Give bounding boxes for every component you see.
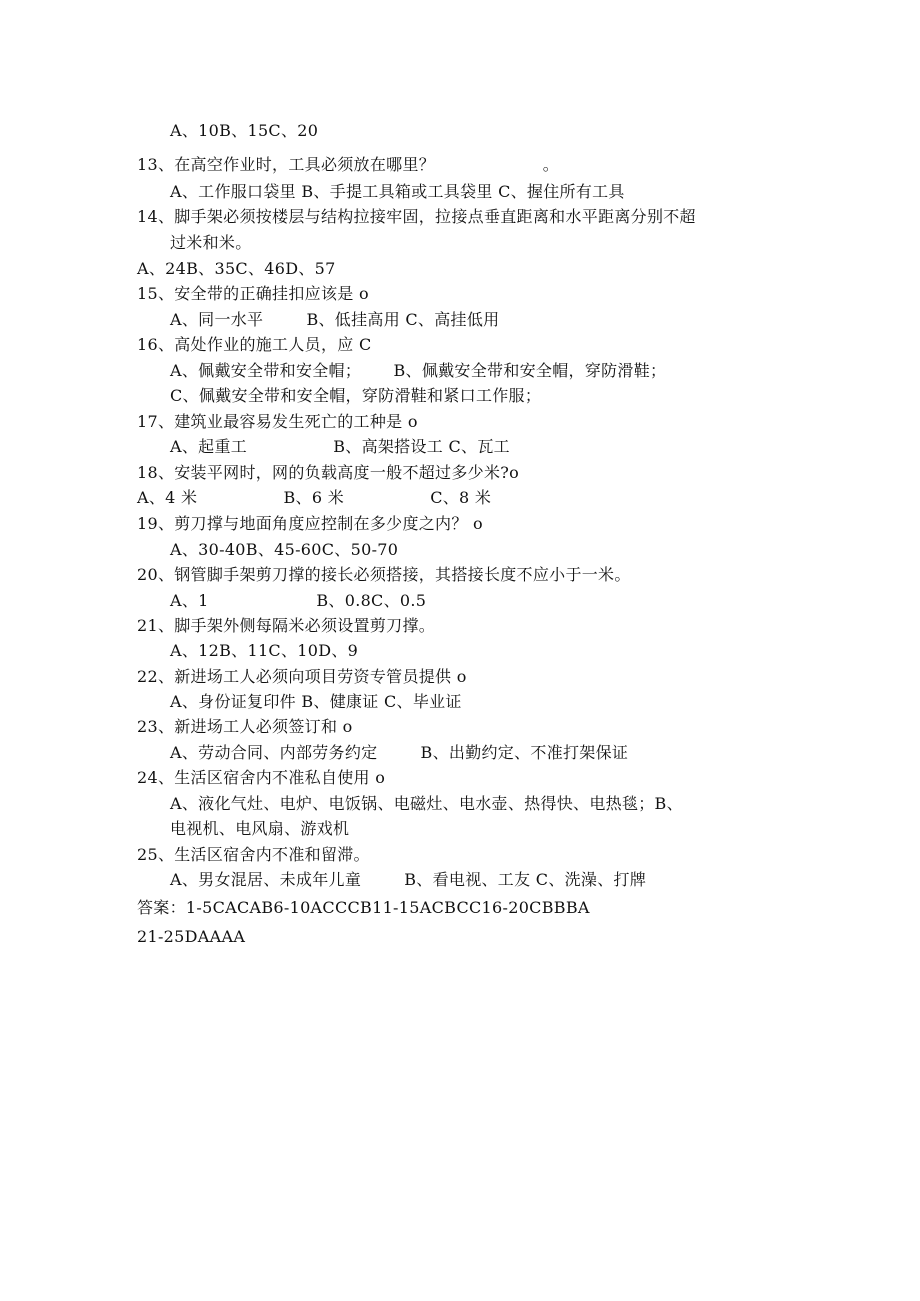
answer-options-q19: A、30-40B、45-60C、50-70 <box>170 540 399 559</box>
answer-options-q22: A、身份证复印件 B、健康证 C、毕业证 <box>170 692 462 711</box>
question-15: 15、安全带的正确挂扣应该是 o <box>137 284 369 303</box>
question-18: 18、安装平网时，网的负载高度一般不超过多少米?o <box>137 463 520 482</box>
question-21: 21、脚手架外侧每隔米必须设置剪刀撑。 <box>137 616 436 635</box>
answer-options-q15: A、同一水平 B、低挂高用 C、高挂低用 <box>170 310 500 329</box>
answer-options-q23: A、劳动合同、内部劳务约定 B、出勤约定、不准打架保证 <box>170 743 629 762</box>
question-13: 13、在高空作业时，工具必须放在哪里？ 。 <box>137 155 560 174</box>
answer-options-q24-line2: 电视机、电风扇、游戏机 <box>170 819 350 838</box>
answer-key-line2: 21-25DAAAA <box>137 927 246 946</box>
answer-options-q16-line1: A、佩戴安全带和安全帽； B、佩戴安全带和安全帽，穿防滑鞋； <box>170 361 667 380</box>
answer-options-q25: A、男女混居、未成年儿童 B、看电视、工友 C、洗澡、打牌 <box>170 870 647 889</box>
question-24: 24、生活区宿舍内不准私自使用 o <box>137 768 386 787</box>
question-16: 16、高处作业的施工人员，应 C <box>137 335 372 354</box>
answer-options-q16-line2: C、佩戴安全带和安全帽，穿防滑鞋和紧口工作服； <box>170 386 542 405</box>
question-14-continued: 过米和米。 <box>170 233 252 252</box>
question-20: 20、钢管脚手架剪刀撑的接长必须搭接，其搭接长度不应小于一米。 <box>137 565 631 584</box>
answer-options-q17: A、起重工 B、高架搭设工 C、瓦工 <box>170 437 510 456</box>
question-14: 14、脚手架必须按楼层与结构拉接牢固，拉接点垂直距离和水平距离分别不超 <box>137 207 696 226</box>
question-17: 17、建筑业最容易发生死亡的工种是 o <box>137 412 418 431</box>
answer-options-q20: A、1 B、0.8C、0.5 <box>170 591 427 610</box>
question-25: 25、生活区宿舍内不准和留滞。 <box>137 845 370 864</box>
answer-options-q18: A、4 米 B、6 米 C、8 米 <box>137 488 492 507</box>
question-19: 19、剪刀撑与地面角度应控制在多少度之内？ o <box>137 514 483 533</box>
answer-options-q14: A、24B、35C、46D、57 <box>137 259 336 278</box>
answer-options-q24-line1: A、液化气灶、电炉、电饭锅、电磁灶、电水壶、热得快、电热毯；B、 <box>170 794 683 813</box>
answer-options-q12: A、10B、15C、20 <box>170 121 319 140</box>
question-22: 22、新进场工人必须向项目劳资专管员提供 o <box>137 667 467 686</box>
answer-options-q21: A、12B、11C、10D、9 <box>170 641 359 660</box>
answer-options-q13: A、工作服口袋里 B、手提工具箱或工具袋里 C、握住所有工具 <box>170 182 625 201</box>
question-23: 23、新进场工人必须签订和 o <box>137 717 353 736</box>
answer-key-line1: 答案：1-5CACAB6-10ACCCB11-15ACBCC16-20CBBBA <box>137 898 590 917</box>
